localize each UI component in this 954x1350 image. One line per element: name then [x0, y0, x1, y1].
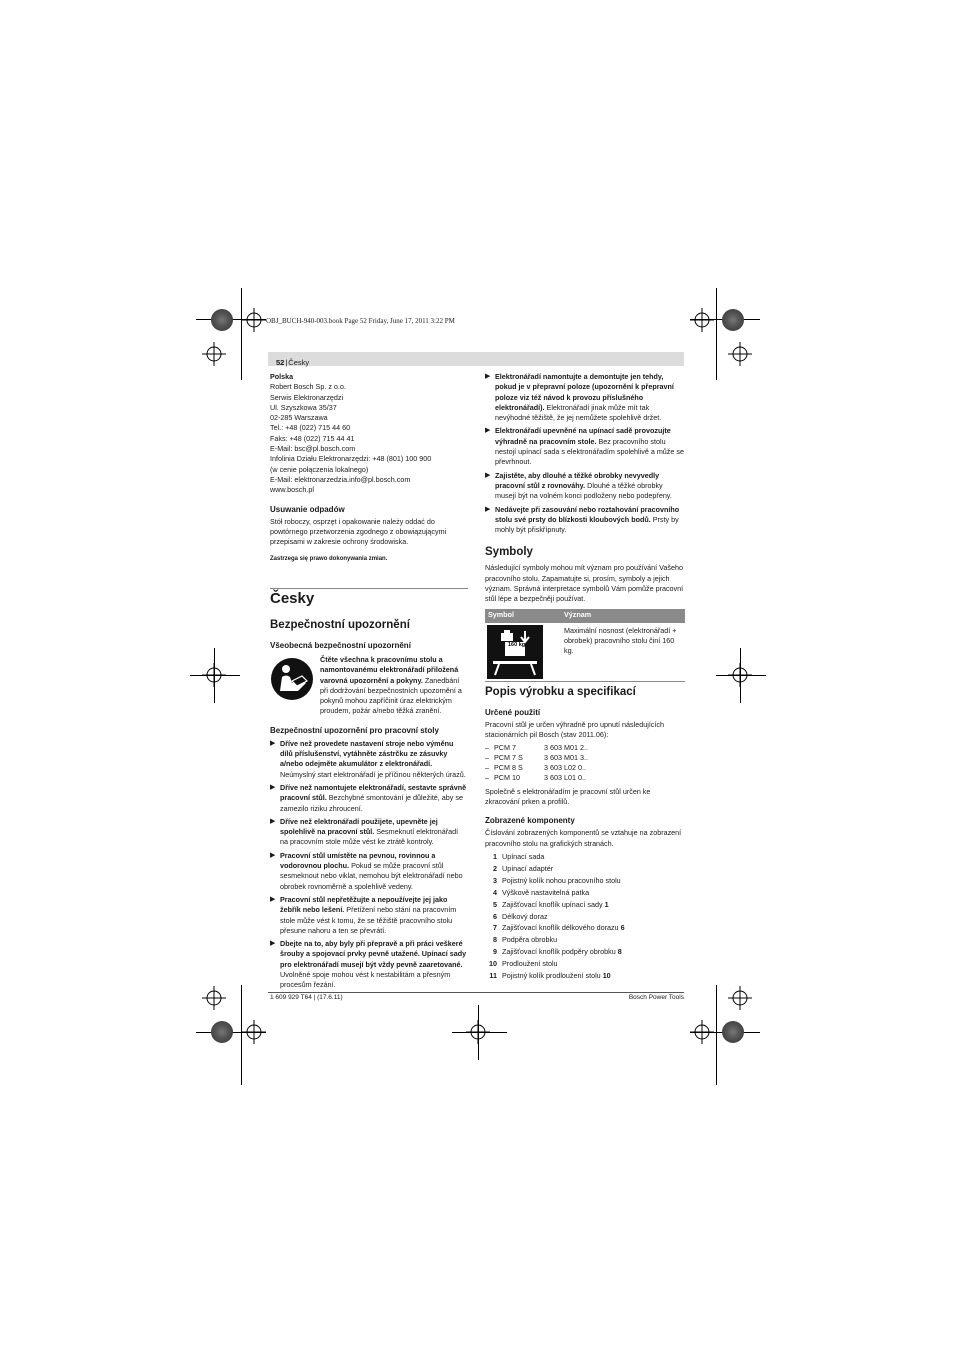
bullet-bold-text: Dbejte na to, aby byly při přepravě a při práci veškeré šrouby a spojovací prvky pevně utažené. Upínací sady pro elektronářadí musejí být vždy pevně zaaretované. [280, 939, 467, 969]
right-column-product [485, 685, 685, 982]
address-line: Ul. Szyszkowa 35/37 [270, 402, 337, 412]
footer-right: Bosch Power Tools [628, 994, 684, 1001]
bullet-arrow-icon: ▶ [485, 373, 491, 380]
components-title: Zobrazené komponenty [485, 816, 575, 826]
component-ref: 10 [602, 971, 611, 981]
left-column [270, 372, 468, 565]
bullet-arrow-icon: ▶ [270, 783, 276, 791]
safety-title: Bezpečnostní upozornění [270, 619, 410, 631]
address-line: Infolinia Działu Elektronarzędzi: +48 (801) 100 900 [270, 454, 432, 464]
section-rule [485, 681, 685, 682]
component-name: Zajišťovací knoflík upínací sady [502, 899, 605, 909]
component-number: 7 [493, 923, 497, 933]
safety-bullet [485, 372, 685, 423]
disposal-text: Stół roboczy, osprzęt i opakowanie należy oddać do powtórnego przetworzenia zgodnego z obowiązującymi przepisami w zakresie ochrony środowiska. [270, 516, 447, 547]
component-ref: 1 [604, 899, 609, 909]
table-head-meaning: Význam [561, 609, 685, 623]
component-number: 5 [493, 899, 497, 909]
bullet-text: Neúmyslný start elektronářadí je příčinou některých úrazů. [280, 769, 466, 779]
general-safety-paragraph: Čtěte všechna k pracovnímu stolu a namontovanému elektronářadí přiložená varovná upozornění a pokyny. Zanedbání při dodržování bezpečnostních upozornění a pokynů mohou zapříčinit úraz elektrickým proudem, požár a/nebo těžká zranění. [320, 655, 462, 716]
bullet-text: Prsty by mohly být přiskřípnuty. [495, 514, 679, 535]
address-line: www.bosch.pl [270, 485, 314, 495]
model-list [485, 743, 685, 784]
table-head-symbol: Symbol [485, 609, 561, 623]
bullet-bold-text: Elektronářadí namontujte a demontujte jen tehdy, pokud je v přepravní poloze (upozornění k přepravní poloze viz též návod k provozu příslušného elektronářadí). [495, 372, 674, 412]
model-name: PCM 7 [494, 742, 516, 752]
bullet-text: Dlouhé a těžké obrobky musejí být na volném konci podloženy nebo podepřeny. [495, 480, 672, 501]
component-list [485, 851, 685, 982]
address-line: 02-285 Warszawa [270, 413, 328, 423]
model-name: PCM 10 [494, 773, 520, 783]
bullet-text: Sesmeknutí elektronářadí na pracovním stole může vést ke ztrátě kontroly. [280, 827, 459, 847]
component-name: Zajišťovací knoflík podpěry obrobku [502, 947, 618, 957]
page-header-bar: 52|Česky [268, 352, 684, 366]
footer-rule [268, 992, 684, 993]
component-row [485, 875, 685, 887]
component-name: Pojistný kolík prodloužení stolu [502, 971, 603, 981]
component-number: 4 [493, 887, 497, 897]
component-name: Upínací sada [502, 851, 545, 861]
address-line: (w cenie połączenia lokalnego) [270, 464, 369, 474]
together-text: Společně s elektronářadím je pracovní stůl určen ke zkracování prken a profilů. [485, 786, 651, 807]
left-column-czech [270, 590, 468, 994]
bullet-bold-text: Zajistěte, aby dlouhé a těžké obrobky nevyvedly pracovní stůl z rovnováhy. [495, 470, 660, 490]
component-number: 11 [489, 971, 497, 981]
component-ref: 6 [620, 923, 625, 933]
component-name: Podpěra obrobku [502, 935, 558, 945]
component-number: 6 [493, 911, 497, 921]
max-load-icon [487, 625, 543, 679]
bullet-text: Bezchybné smontování je důležité, aby se zamezilo riziku zhroucení. [280, 793, 463, 813]
component-name: Upínací adaptér [502, 863, 554, 873]
bullet-arrow-icon: ▶ [270, 940, 276, 948]
component-row [485, 970, 685, 982]
component-number: 8 [493, 935, 497, 945]
address-line: Faks: +48 (022) 715 44 41 [270, 433, 355, 443]
registration-cross-icon [202, 342, 226, 366]
component-row [485, 946, 685, 958]
bullet-bold-text: Nedávejte při zasouvání nebo roztahování pracovního stolu své prsty do blízkosti kloubových bodů. [495, 504, 680, 524]
component-row [485, 851, 685, 863]
safety-bullet [270, 783, 468, 814]
component-name: Prodloužení stolu [502, 959, 558, 969]
safety-bullet [270, 739, 468, 780]
bullet-bold-text: Pracovní stůl nepřetěžujte a nepoužívejte jej jako žebřík nebo lešení. [280, 894, 448, 915]
footer-left: 1 609 929 T64 | (17.6.11) [270, 994, 343, 1001]
component-name: Délkový doraz [502, 911, 548, 921]
address-line: E-Mail: bsc@pl.bosch.com [270, 444, 356, 454]
header-language: Česky [288, 358, 310, 367]
bullet-bold-text: Dříve než namontujete elektronářadí, sestavte správně pracovní stůl. [280, 782, 467, 803]
component-row [485, 958, 685, 970]
page-number: 52 [276, 358, 285, 367]
model-code: 3 603 M01 2.. [544, 742, 588, 752]
model-row: – PCM 7 S 3 603 M01 3.. [485, 752, 588, 762]
disposal-title: Usuwanie odpadów [270, 504, 345, 514]
registration-cross-icon [242, 1020, 266, 1044]
safety-bullet [270, 817, 468, 848]
bullet-text: Pokud se může pracovní stůl sesmeknout nebo viklat, nemohou být elektronářadí nebo obrobek rovnoměrně a spolehlivě vedeny. [280, 861, 463, 891]
component-row [485, 911, 685, 923]
registration-cross-icon [728, 342, 752, 366]
bullet-arrow-icon: ▶ [270, 851, 276, 859]
bullet-arrow-icon: ▶ [485, 505, 491, 513]
bullet-text: Přetížení nebo stání na pracovním stole může vést k tomu, že se těžiště pracovního stolu přesune nahoru a ten se převrátí. [280, 905, 457, 935]
safety-bullet [270, 851, 468, 892]
component-ref: 8 [617, 947, 622, 957]
bullet-text: Uvolněné spoje mohou vést k nestabilitám a přesným procesům řezání. [280, 970, 451, 990]
registration-bullseye [722, 309, 744, 331]
bullet-bold-text: Dříve než provedete nastavení stroje nebo výměnu dílů příslušenství, vytáhněte zástrčku ze zásuvky a/nebo odejměte akumulátor z elektronářadí. [280, 738, 454, 769]
registration-cross-icon [466, 1020, 490, 1044]
component-number: 3 [493, 875, 497, 885]
component-number: 1 [493, 851, 497, 861]
component-row [485, 863, 685, 875]
intended-text: Pracovní stůl je určen výhradně pro upnutí následujících stacionárních pil Bosch (stav 2011.06): [485, 720, 664, 740]
component-number: 10 [489, 959, 497, 969]
address-line: Robert Bosch Sp. z o.o. [270, 382, 346, 392]
registration-bullseye [211, 309, 233, 331]
components-text: Číslování zobrazených komponentů se vztahuje na zobrazení pracovního stolu na grafických stranách. [485, 828, 682, 848]
table-safety-title: Bezpečnostní upozornění pro pracovní stoly [270, 725, 439, 735]
polska-address [270, 382, 468, 495]
registration-bullseye [722, 1021, 744, 1043]
model-name: PCM 7 S [494, 752, 523, 762]
safety-bullet [270, 895, 468, 936]
language-title: Česky [270, 590, 315, 607]
bullet-bold-text: Dříve než elektronářadí použijete, upevněte jej spolehlivě na pracovní stůl. [280, 816, 438, 837]
address-line: Tel.: +48 (022) 715 44 60 [270, 423, 351, 433]
bullet-bold-text: Pracovní stůl umístěte na pevnou, rovinnou a vodorovnou plochu. [280, 850, 436, 871]
bullet-arrow-icon: ▶ [270, 895, 276, 903]
component-name: Pojistný kolík nohou pracovního stolu [502, 875, 621, 885]
registration-cross-icon [202, 986, 226, 1010]
bullet-arrow-icon: ▶ [270, 817, 276, 825]
max-load-meaning: Maximální nosnost (elektronářadí + obrobek) pracovního stolu činí 160 kg. [564, 625, 677, 655]
model-code: 3 603 L01 0.. [544, 773, 586, 783]
read-manual-icon [270, 657, 314, 701]
symbols-table [485, 609, 685, 684]
polska-title: Polska [270, 372, 294, 381]
registration-cross-icon [690, 1020, 714, 1044]
component-name: Výškově nastavitelná patka [502, 887, 590, 897]
component-number: 9 [493, 947, 497, 957]
registration-cross-icon [690, 308, 714, 332]
component-name: Zajišťovací knoflík délkového dorazu [502, 923, 621, 933]
component-number: 2 [493, 863, 497, 873]
reserve-note: Zastrzega się prawo dokonywania zmian. [270, 556, 388, 563]
address-line: E-Mail: elektronarzedzia.info@pl.bosch.com [270, 474, 411, 484]
component-row [485, 887, 685, 899]
right-column [485, 372, 685, 684]
component-row [485, 922, 685, 934]
safety-bullet [485, 505, 685, 536]
section-rule [270, 588, 468, 589]
address-line: Serwis Elektronarzędzi [270, 392, 344, 402]
safety-bullet [485, 471, 685, 502]
registration-cross-icon [202, 663, 226, 687]
model-row: – PCM 8 S 3 603 L02 0.. [485, 763, 586, 773]
symbols-text: Následující symboly mohou mít význam pro používání Vašeho pracovního stolu. Zapamatujte si, prosím, symboly a jejich význam. Správná interpretace symbolů Vám pomůže pracovní stůl lépe a bezpečněji používat. [485, 563, 684, 604]
product-title: Popis výrobku a specifikací [485, 686, 636, 698]
model-code: 3 603 L02 0.. [544, 763, 586, 773]
bullet-arrow-icon: ▶ [485, 471, 491, 479]
component-row [485, 899, 685, 911]
model-name: PCM 8 S [494, 763, 523, 773]
safety-bullet [270, 939, 468, 990]
model-row: – PCM 7 3 603 M01 2.. [485, 742, 588, 752]
model-code: 3 603 M01 3.. [544, 752, 588, 762]
model-row: – PCM 10 3 603 L01 0.. [485, 773, 586, 783]
right-bullet-list [485, 372, 685, 535]
general-safety-title: Všeobecná bezpečnostní upozornění [270, 641, 411, 650]
registration-cross-icon [728, 663, 752, 687]
registration-cross-icon [242, 308, 266, 332]
safety-bullet [485, 426, 685, 467]
registration-cross-icon [728, 986, 752, 1010]
bullet-text: Elektronářadí jinak může mít tak nevýhodné těžiště, že jej nemůžete spolehlivě držet. [495, 402, 662, 423]
left-bullet-list [270, 739, 468, 991]
symbols-title: Symboly [485, 546, 533, 559]
intended-title: Určené použití [485, 708, 541, 717]
bullet-arrow-icon: ▶ [485, 427, 491, 435]
bullet-arrow-icon: ▶ [270, 739, 276, 747]
component-row [485, 934, 685, 946]
print-header-line: OBJ_BUCH-940-003.book Page 52 Friday, June 17, 2011 3:22 PM [266, 317, 455, 325]
registration-bullseye [211, 1021, 233, 1043]
bullet-text: Bez pracovního stolu nestojí upínací sada s elektronářadím spolehlivě a může se převrhnout. [495, 436, 684, 467]
bullet-bold-text: Elektronářadí upevněné na upínací sadě provozujte výhradně na pracovním stole. [495, 426, 671, 446]
